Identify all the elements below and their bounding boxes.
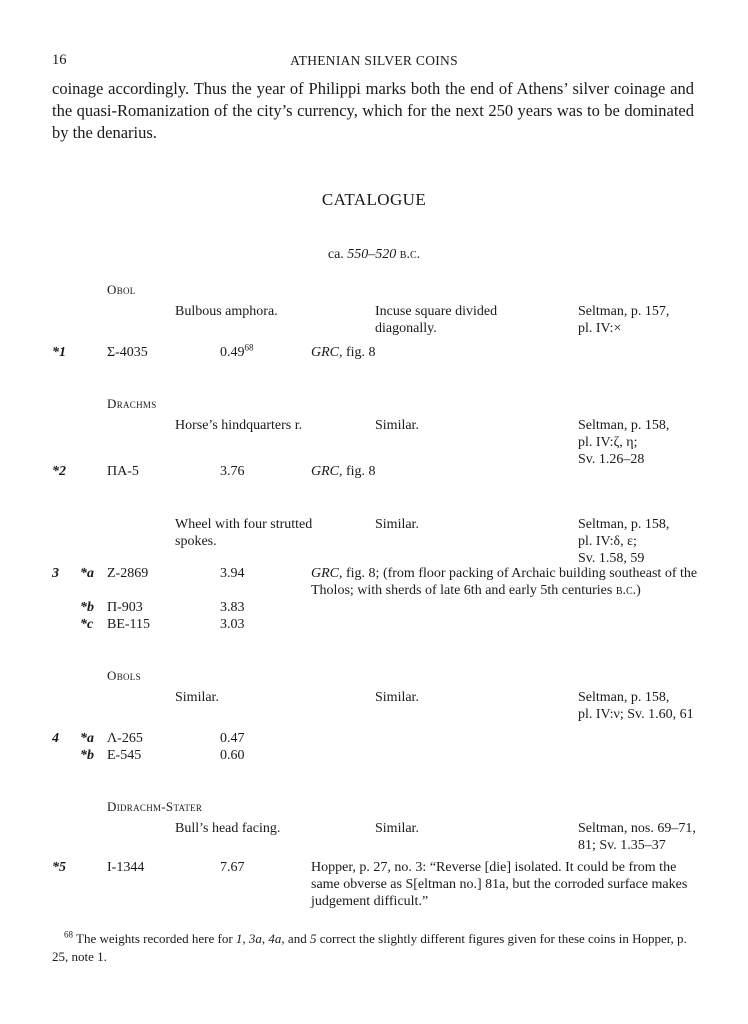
reverse-description: Similar. bbox=[375, 418, 419, 433]
section-heading-didrachm-stater: Didrachm-Stater bbox=[107, 799, 203, 814]
catalogue-date: ca. 550–520 b.c. bbox=[327, 247, 421, 262]
entry-number: 3 bbox=[52, 566, 59, 581]
weight: 3.03 bbox=[220, 617, 245, 632]
note: Hopper, p. 27, no. 3: “Reverse [die] isolated. It could be from the same obverse as S[eltman no.] 81a, but the corroded surface makes judgement difficult.” bbox=[311, 860, 688, 909]
footnote-number: 68 bbox=[64, 929, 73, 940]
reverse-description: Similar. bbox=[375, 821, 419, 836]
inventory-number: Σ-4035 bbox=[107, 345, 148, 360]
entry-marker: *2 bbox=[52, 464, 66, 479]
obverse-description: Horse’s hindquarters r. bbox=[175, 418, 303, 433]
inventory-number: Π-903 bbox=[107, 600, 143, 615]
reverse-description: Similar. bbox=[375, 690, 419, 705]
weight: 0.49$^{68}$ bbox=[220, 342, 254, 360]
footnote: $^{68}$ The weights recorded here for 1, 3a, 4a, and 5 correct the slightly different figures given for these coins in Hopper, p. 25, note 1. bbox=[52, 929, 687, 964]
inventory-number: Z-2869 bbox=[107, 566, 149, 581]
obverse-description: Wheel with four strutted spokes. bbox=[175, 517, 313, 549]
inventory-number: BE-115 bbox=[107, 617, 151, 632]
reverse-description: Incuse square divided diagonally. bbox=[375, 304, 498, 336]
reference: Seltman, p. 158, pl. IV:ν; Sv. 1.60, 61 bbox=[578, 690, 694, 722]
weight: 3.83 bbox=[220, 600, 245, 615]
page-number: 16 bbox=[52, 52, 67, 68]
note: GRC, fig. 8 bbox=[311, 464, 376, 479]
reverse-description: Similar. bbox=[375, 517, 419, 532]
section-heading-obol: Obol bbox=[107, 282, 136, 297]
reference: Seltman, nos. 69–71, 81; Sv. 1.35–37 bbox=[578, 821, 696, 853]
variant-marker: *a bbox=[80, 566, 94, 581]
intro-paragraph: coinage accordingly. Thus the year of Philippi marks both the end of Athens’ silver coinage and the quasi-Romanization of the city’s currency, which for the next 250 years was to be dominated by the denarius. bbox=[52, 79, 694, 142]
weight: 3.94 bbox=[220, 566, 245, 581]
reference: Seltman, p. 158, pl. IV:δ, ε; Sv. 1.58, 59 bbox=[578, 517, 670, 566]
inventory-number: Λ-265 bbox=[107, 731, 143, 746]
note: GRC, fig. 8; (from floor packing of Archaic building southeast of the Tholos; with sherds of late 6th and early 5th centuries b.c.) bbox=[311, 566, 698, 598]
obverse-description: Similar. bbox=[175, 690, 219, 705]
catalogue-title: CATALOGUE bbox=[321, 190, 427, 209]
running-title: ATHENIAN SILVER COINS bbox=[290, 53, 458, 68]
variant-marker: *a bbox=[80, 731, 94, 746]
section-heading-obols: Obols bbox=[107, 668, 141, 683]
variant-marker: *b bbox=[80, 748, 94, 763]
inventory-number: E-545 bbox=[107, 748, 142, 763]
variant-marker: *c bbox=[80, 617, 94, 632]
weight: 3.76 bbox=[220, 464, 245, 479]
inventory-number: I-1344 bbox=[107, 860, 145, 875]
section-heading-drachms: Drachms bbox=[107, 396, 157, 411]
weight: 0.47 bbox=[220, 731, 245, 746]
note: GRC, fig. 8 bbox=[311, 345, 376, 360]
inventory-number: ΠA-5 bbox=[107, 464, 139, 479]
entry-number: 4 bbox=[52, 731, 59, 746]
obverse-description: Bulbous amphora. bbox=[175, 304, 278, 319]
weight: 0.60 bbox=[220, 748, 245, 763]
entry-marker: *1 bbox=[52, 345, 66, 360]
entry-marker: *5 bbox=[52, 860, 66, 875]
weight: 7.67 bbox=[220, 860, 245, 875]
reference: Seltman, p. 158, pl. IV:ζ, η; Sv. 1.26–28 bbox=[578, 418, 670, 467]
variant-marker: *b bbox=[80, 600, 94, 615]
obverse-description: Bull’s head facing. bbox=[175, 821, 281, 836]
reference: Seltman, p. 157, pl. IV:× bbox=[578, 304, 670, 336]
footnote-marker: 68 bbox=[244, 342, 254, 353]
